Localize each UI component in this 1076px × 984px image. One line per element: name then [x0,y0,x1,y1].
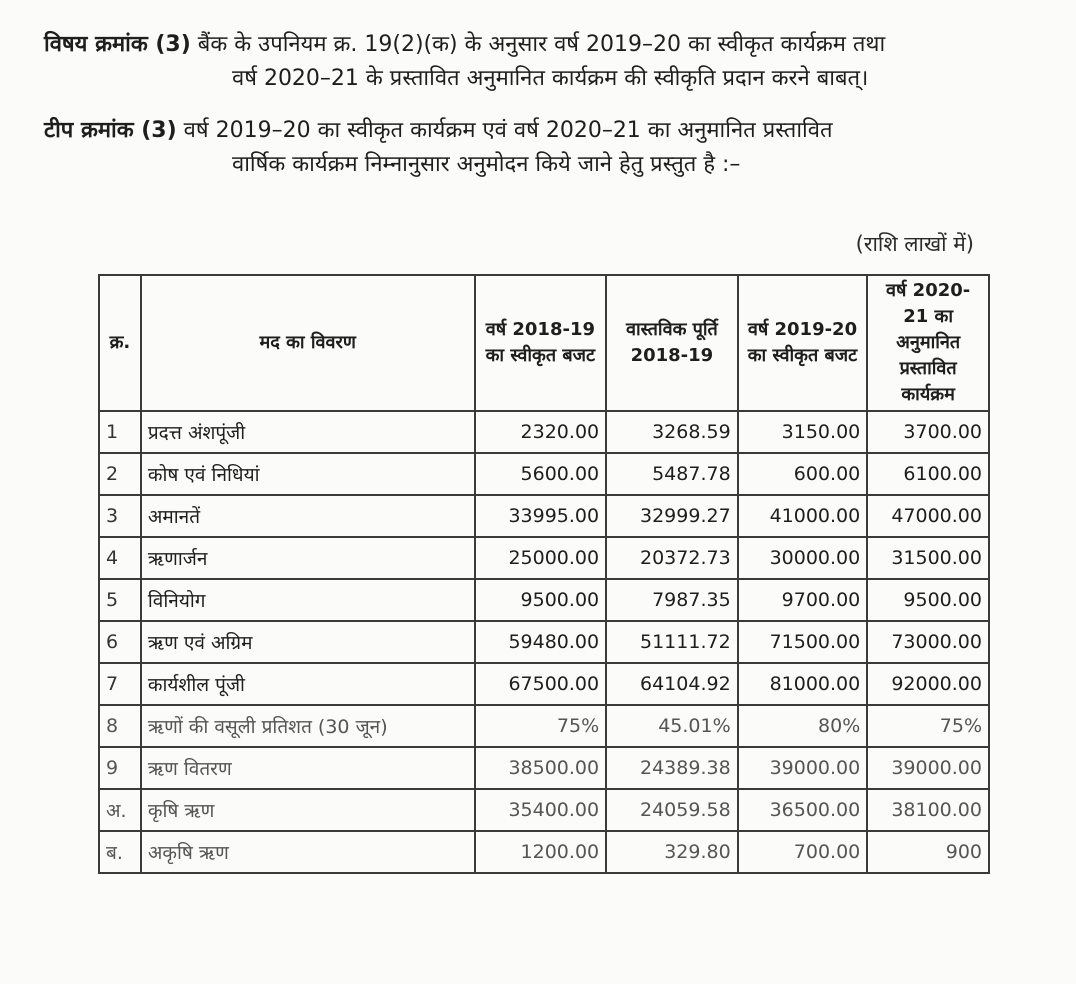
cell-serial: 4 [99,537,141,579]
table-row [99,579,989,621]
cell-actual-2018-19: 329.80 [606,831,738,873]
subject-paragraph [44,28,1034,96]
header-description: मद का विवरण [141,275,475,411]
cell-budget-2019-20: 39000.00 [738,747,868,789]
cell-serial: 2 [99,453,141,495]
budget-table [98,274,990,874]
header-budget-2019-20: वर्ष 2019-20 का स्वीकृत बजट [738,275,868,411]
note-line-1: वर्ष 2019–20 का स्वीकृत कार्यक्रम एवं वर्ष 2020–21 का अनुमानित प्रस्तावित [183,118,833,143]
cell-proposed-2020-21: 38100.00 [867,789,989,831]
note-line-2: वार्षिक कार्यक्रम निम्नानुसार अनुमोदन किये जाने हेतु प्रस्तुत है :– [232,152,741,177]
cell-budget-2018-19: 38500.00 [475,747,607,789]
table-row [99,621,989,663]
table-body [99,411,989,873]
cell-budget-2019-20: 3150.00 [738,411,868,453]
table-row [99,411,989,453]
note-label: टीप क्रमांक (3) [44,118,177,143]
table-row [99,789,989,831]
subject-line-1: बैंक के उपनियम क्र. 19(2)(क) के अनुसार वर्ष 2019–20 का स्वीकृत कार्यक्रम तथा [197,32,886,57]
cell-actual-2018-19: 24389.38 [606,747,738,789]
cell-budget-2018-19: 75% [475,705,607,747]
cell-description: प्रदत्त अंशपूंजी [141,411,475,453]
cell-serial: ब. [99,831,141,873]
cell-description: कृषि ऋण [141,789,475,831]
cell-budget-2019-20: 81000.00 [738,663,868,705]
cell-budget-2019-20: 700.00 [738,831,868,873]
cell-actual-2018-19: 3268.59 [606,411,738,453]
cell-actual-2018-19: 64104.92 [606,663,738,705]
cell-budget-2019-20: 600.00 [738,453,868,495]
cell-proposed-2020-21: 75% [867,705,989,747]
cell-actual-2018-19: 45.01% [606,705,738,747]
cell-budget-2018-19: 59480.00 [475,621,607,663]
cell-actual-2018-19: 32999.27 [606,495,738,537]
table-row [99,495,989,537]
cell-budget-2018-19: 33995.00 [475,495,607,537]
cell-serial: 1 [99,411,141,453]
cell-description: ऋणों की वसूली प्रतिशत (30 जून) [141,705,475,747]
subject-label: विषय क्रमांक (3) [44,32,191,57]
note-paragraph [44,114,1034,182]
cell-budget-2019-20: 41000.00 [738,495,868,537]
cell-serial: अ. [99,789,141,831]
header-budget-2018-19: वर्ष 2018-19 का स्वीकृत बजट [475,275,607,411]
cell-proposed-2020-21: 900 [867,831,989,873]
cell-budget-2018-19: 1200.00 [475,831,607,873]
cell-proposed-2020-21: 39000.00 [867,747,989,789]
cell-description: अमानतें [141,495,475,537]
cell-proposed-2020-21: 31500.00 [867,537,989,579]
cell-budget-2018-19: 35400.00 [475,789,607,831]
cell-description: अकृषि ऋण [141,831,475,873]
table-row [99,831,989,873]
header-serial: क्र. [99,275,141,411]
cell-description: कार्यशील पूंजी [141,663,475,705]
table-row [99,537,989,579]
cell-budget-2018-19: 2320.00 [475,411,607,453]
cell-description: ऋणार्जन [141,537,475,579]
cell-serial: 7 [99,663,141,705]
amount-unit-note: (राशि लाखों में) [855,232,974,256]
cell-budget-2019-20: 30000.00 [738,537,868,579]
cell-description: ऋण वितरण [141,747,475,789]
cell-budget-2019-20: 36500.00 [738,789,868,831]
cell-actual-2018-19: 7987.35 [606,579,738,621]
cell-actual-2018-19: 20372.73 [606,537,738,579]
table-row [99,453,989,495]
cell-serial: 5 [99,579,141,621]
subject-line-2: वर्ष 2020–21 के प्रस्तावित अनुमानित कार्यक्रम की स्वीकृति प्रदान करने बाबत्। [232,66,869,91]
table-row [99,705,989,747]
cell-actual-2018-19: 51111.72 [606,621,738,663]
cell-serial: 9 [99,747,141,789]
cell-description: कोष एवं निधियां [141,453,475,495]
cell-proposed-2020-21: 73000.00 [867,621,989,663]
cell-proposed-2020-21: 3700.00 [867,411,989,453]
cell-budget-2018-19: 5600.00 [475,453,607,495]
cell-proposed-2020-21: 6100.00 [867,453,989,495]
cell-budget-2019-20: 80% [738,705,868,747]
cell-description: विनियोग [141,579,475,621]
table-row [99,747,989,789]
cell-serial: 3 [99,495,141,537]
cell-serial: 6 [99,621,141,663]
cell-budget-2019-20: 71500.00 [738,621,868,663]
cell-description: ऋण एवं अग्रिम [141,621,475,663]
cell-budget-2018-19: 9500.00 [475,579,607,621]
header-actual-2018-19: वास्तविक पूर्ति 2018-19 [606,275,738,411]
table-row [99,663,989,705]
table-header-row [99,275,989,411]
cell-budget-2019-20: 9700.00 [738,579,868,621]
cell-actual-2018-19: 5487.78 [606,453,738,495]
cell-proposed-2020-21: 92000.00 [867,663,989,705]
cell-proposed-2020-21: 47000.00 [867,495,989,537]
cell-actual-2018-19: 24059.58 [606,789,738,831]
cell-budget-2018-19: 67500.00 [475,663,607,705]
cell-proposed-2020-21: 9500.00 [867,579,989,621]
header-proposed-2020-21: वर्ष 2020-21 का अनुमानित प्रस्तावित कार्यक्रम [867,275,989,411]
cell-serial: 8 [99,705,141,747]
cell-budget-2018-19: 25000.00 [475,537,607,579]
